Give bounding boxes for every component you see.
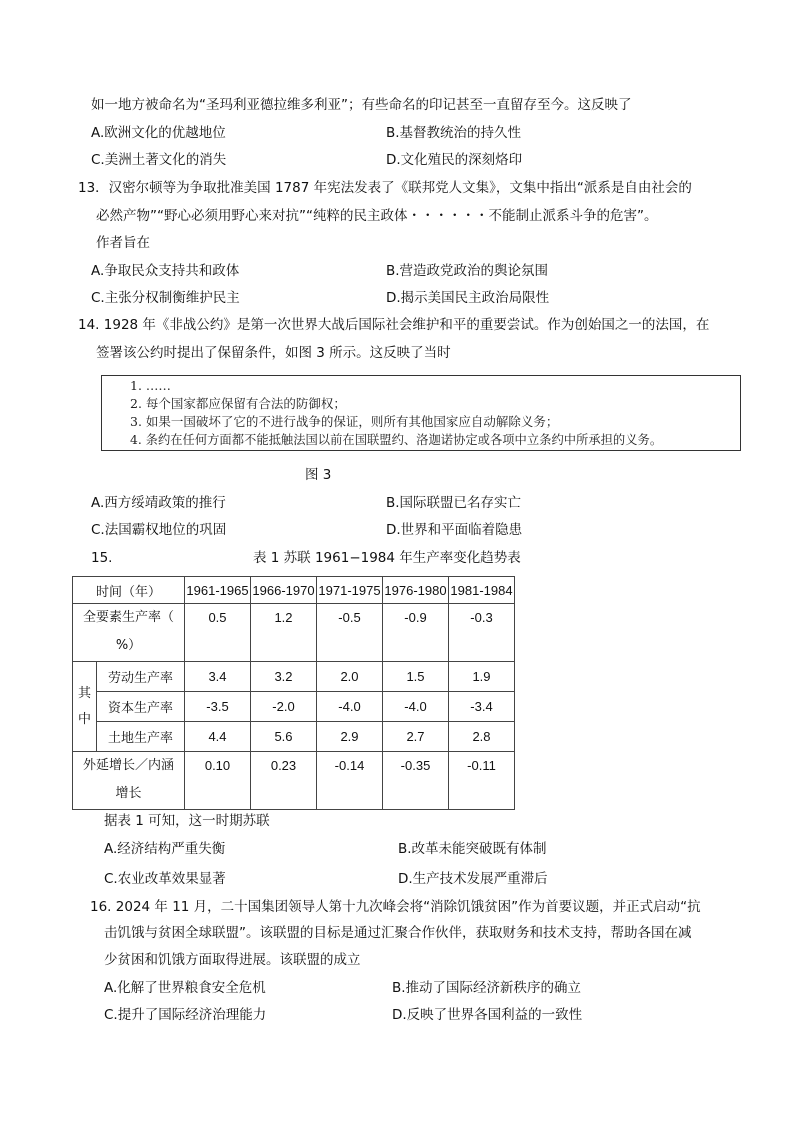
q15-number: 15. (91, 550, 113, 566)
figure-3-item-4: 4. 条约在任何方面都不能抵触法国以前在国联盟约、洛迦诺协定或各项中立条约中所承担的义务。 (130, 433, 663, 447)
header-col: 1976-1980 (383, 577, 449, 604)
table-cell: 2.0 (317, 662, 383, 692)
row-label-labor: 劳动生产率 (97, 662, 185, 692)
table-cell: 1.2 (251, 604, 317, 662)
q16-option-c: C.提升了国际经济治理能力 (104, 1007, 267, 1023)
table-row (73, 752, 515, 810)
q12-stem-line: 如一地方被命名为“圣玛利亚德拉维多利亚”；有些命名的印记甚至一直留存至今。这反映了 (91, 97, 632, 113)
row-label-line: 全要素生产率（ (82, 610, 174, 625)
header-col: 1966-1970 (251, 577, 317, 604)
table-cell: -0.35 (383, 752, 449, 810)
q15-option-d: D.生产技术发展严重滞后 (398, 871, 548, 887)
figure-3-box (101, 375, 741, 451)
table-cell: -3.5 (185, 692, 251, 722)
q15-option-b: B.改革未能突破既有体制 (398, 841, 547, 857)
q14-stem-line-1: 14. 1928 年《非战公约》是第一次世界大战后国际社会维护和平的重要尝试。作为创始国之一的法国，在 (78, 317, 710, 333)
table-cell: -0.11 (449, 752, 515, 810)
table-row (73, 692, 515, 722)
row-label-line: %） (115, 638, 142, 653)
q13-stem-line-1: 13．汉密尔顿等为争取批准美国 1787 年宪法发表了《联邦党人文集》，文集中指出“派系是自由社会的 (78, 180, 692, 196)
table-cell: 0.10 (185, 752, 251, 810)
q16-stem-line-1: 16. 2024 年 11 月，二十国集团领导人第十九次峰会将“消除饥饿贫困”作为首要议题，并正式启动“抗 (90, 899, 701, 915)
q14-option-b: B.国际联盟已名存实亡 (386, 495, 522, 511)
table-cell: 1.5 (383, 662, 449, 692)
group-label-char: 中 (77, 711, 91, 727)
table-cell: 5.6 (251, 722, 317, 752)
table-row (73, 662, 515, 692)
header-col: 1981-1984 (449, 577, 515, 604)
q14-option-a: A.西方绥靖政策的推行 (91, 495, 226, 511)
q12-option-b: B.基督教统治的持久性 (386, 125, 522, 141)
row-label-capital: 资本生产率 (97, 692, 185, 722)
table-cell: 2.7 (383, 722, 449, 752)
row-label-tfp (73, 604, 185, 662)
q13-option-c: C.主张分权制衡维护民主 (91, 290, 240, 306)
table-cell: 1.9 (449, 662, 515, 692)
q13-option-a: A.争取民众支持共和政体 (91, 263, 240, 279)
header-col: 1961-1965 (185, 577, 251, 604)
table-cell: -2.0 (251, 692, 317, 722)
header-period: 时间（年） (73, 577, 185, 604)
table-cell: -3.4 (449, 692, 515, 722)
q12-option-a: A.欧洲文化的优越地位 (91, 125, 226, 141)
q16-option-b: B.推动了国际经济新秩序的确立 (392, 980, 582, 996)
row-label-extensive (73, 752, 185, 810)
table-cell: 2.8 (449, 722, 515, 752)
row-group-label (73, 662, 97, 752)
q15-option-a: A.经济结构严重失衡 (104, 841, 226, 857)
table-cell: -4.0 (317, 692, 383, 722)
table-cell: -0.3 (449, 604, 515, 662)
table-cell: -0.14 (317, 752, 383, 810)
table-header-row (73, 577, 515, 604)
figure-3-item-2: 2. 每个国家都应保留有合法的防御权； (130, 396, 346, 411)
figure-3-item-3: 3. 如果一国破坏了它的不进行战争的保证，则所有其他国家应自动解除义务； (130, 414, 559, 429)
q13-option-d: D.揭示美国民主政治局限性 (386, 290, 550, 306)
header-col: 1971-1975 (317, 577, 383, 604)
q14-option-c: C.法国霸权地位的巩固 (91, 522, 227, 538)
table-cell: 2.9 (317, 722, 383, 752)
table-cell: -4.0 (383, 692, 449, 722)
q14-option-d: D.世界和平面临着隐患 (386, 522, 523, 538)
table-row (73, 604, 515, 662)
q13-stem-line-2: 必然产物”“野心必须用野心来对抗”“纯粹的民主政体・・・・・・不能制止派系斗争的危害”。 (96, 208, 658, 224)
table-cell: 0.5 (185, 604, 251, 662)
q12-option-c: C.美洲土著文化的消失 (91, 152, 227, 168)
table-1 (72, 576, 515, 810)
group-label-char: 其 (77, 685, 91, 701)
row-label-line: 外延增长／内涵 (82, 758, 174, 773)
table-cell: -0.5 (317, 604, 383, 662)
figure-3-caption: 图 3 (305, 467, 332, 483)
q13-stem-line-3: 作者旨在 (96, 235, 150, 251)
q16-stem-line-3: 少贫困和饥饿方面取得进展。该联盟的成立 (104, 952, 361, 968)
table-cell: 3.4 (185, 662, 251, 692)
table-row (73, 722, 515, 752)
q14-stem-line-2: 签署该公约时提出了保留条件，如图 3 所示。这反映了当时 (96, 345, 451, 361)
table-cell: 4.4 (185, 722, 251, 752)
q15-option-c: C.农业改革效果显著 (104, 871, 226, 887)
q16-option-a: A.化解了世界粮食安全危机 (104, 980, 266, 996)
row-label-line: 增长 (115, 786, 142, 801)
q15-stem: 据表 1 可知，这一时期苏联 (104, 813, 270, 829)
figure-3-item-1: 1. …… (130, 378, 171, 393)
table-cell: -0.9 (383, 604, 449, 662)
row-label-land: 土地生产率 (97, 722, 185, 752)
q16-stem-line-2: 击饥饿与贫困全球联盟”。该联盟的目标是通过汇聚合作伙伴，获取财务和技术支持，帮助各国在减 (104, 925, 692, 941)
q16-option-d: D.反映了世界各国利益的一致性 (392, 1007, 583, 1023)
q13-option-b: B.营造政党政治的舆论氛围 (386, 263, 549, 279)
table-cell: 3.2 (251, 662, 317, 692)
table-1-title: 表 1 苏联 1961−1984 年生产率变化趋势表 (253, 550, 521, 566)
table-cell: 0.23 (251, 752, 317, 810)
q12-option-d: D.文化殖民的深刻烙印 (386, 152, 523, 168)
